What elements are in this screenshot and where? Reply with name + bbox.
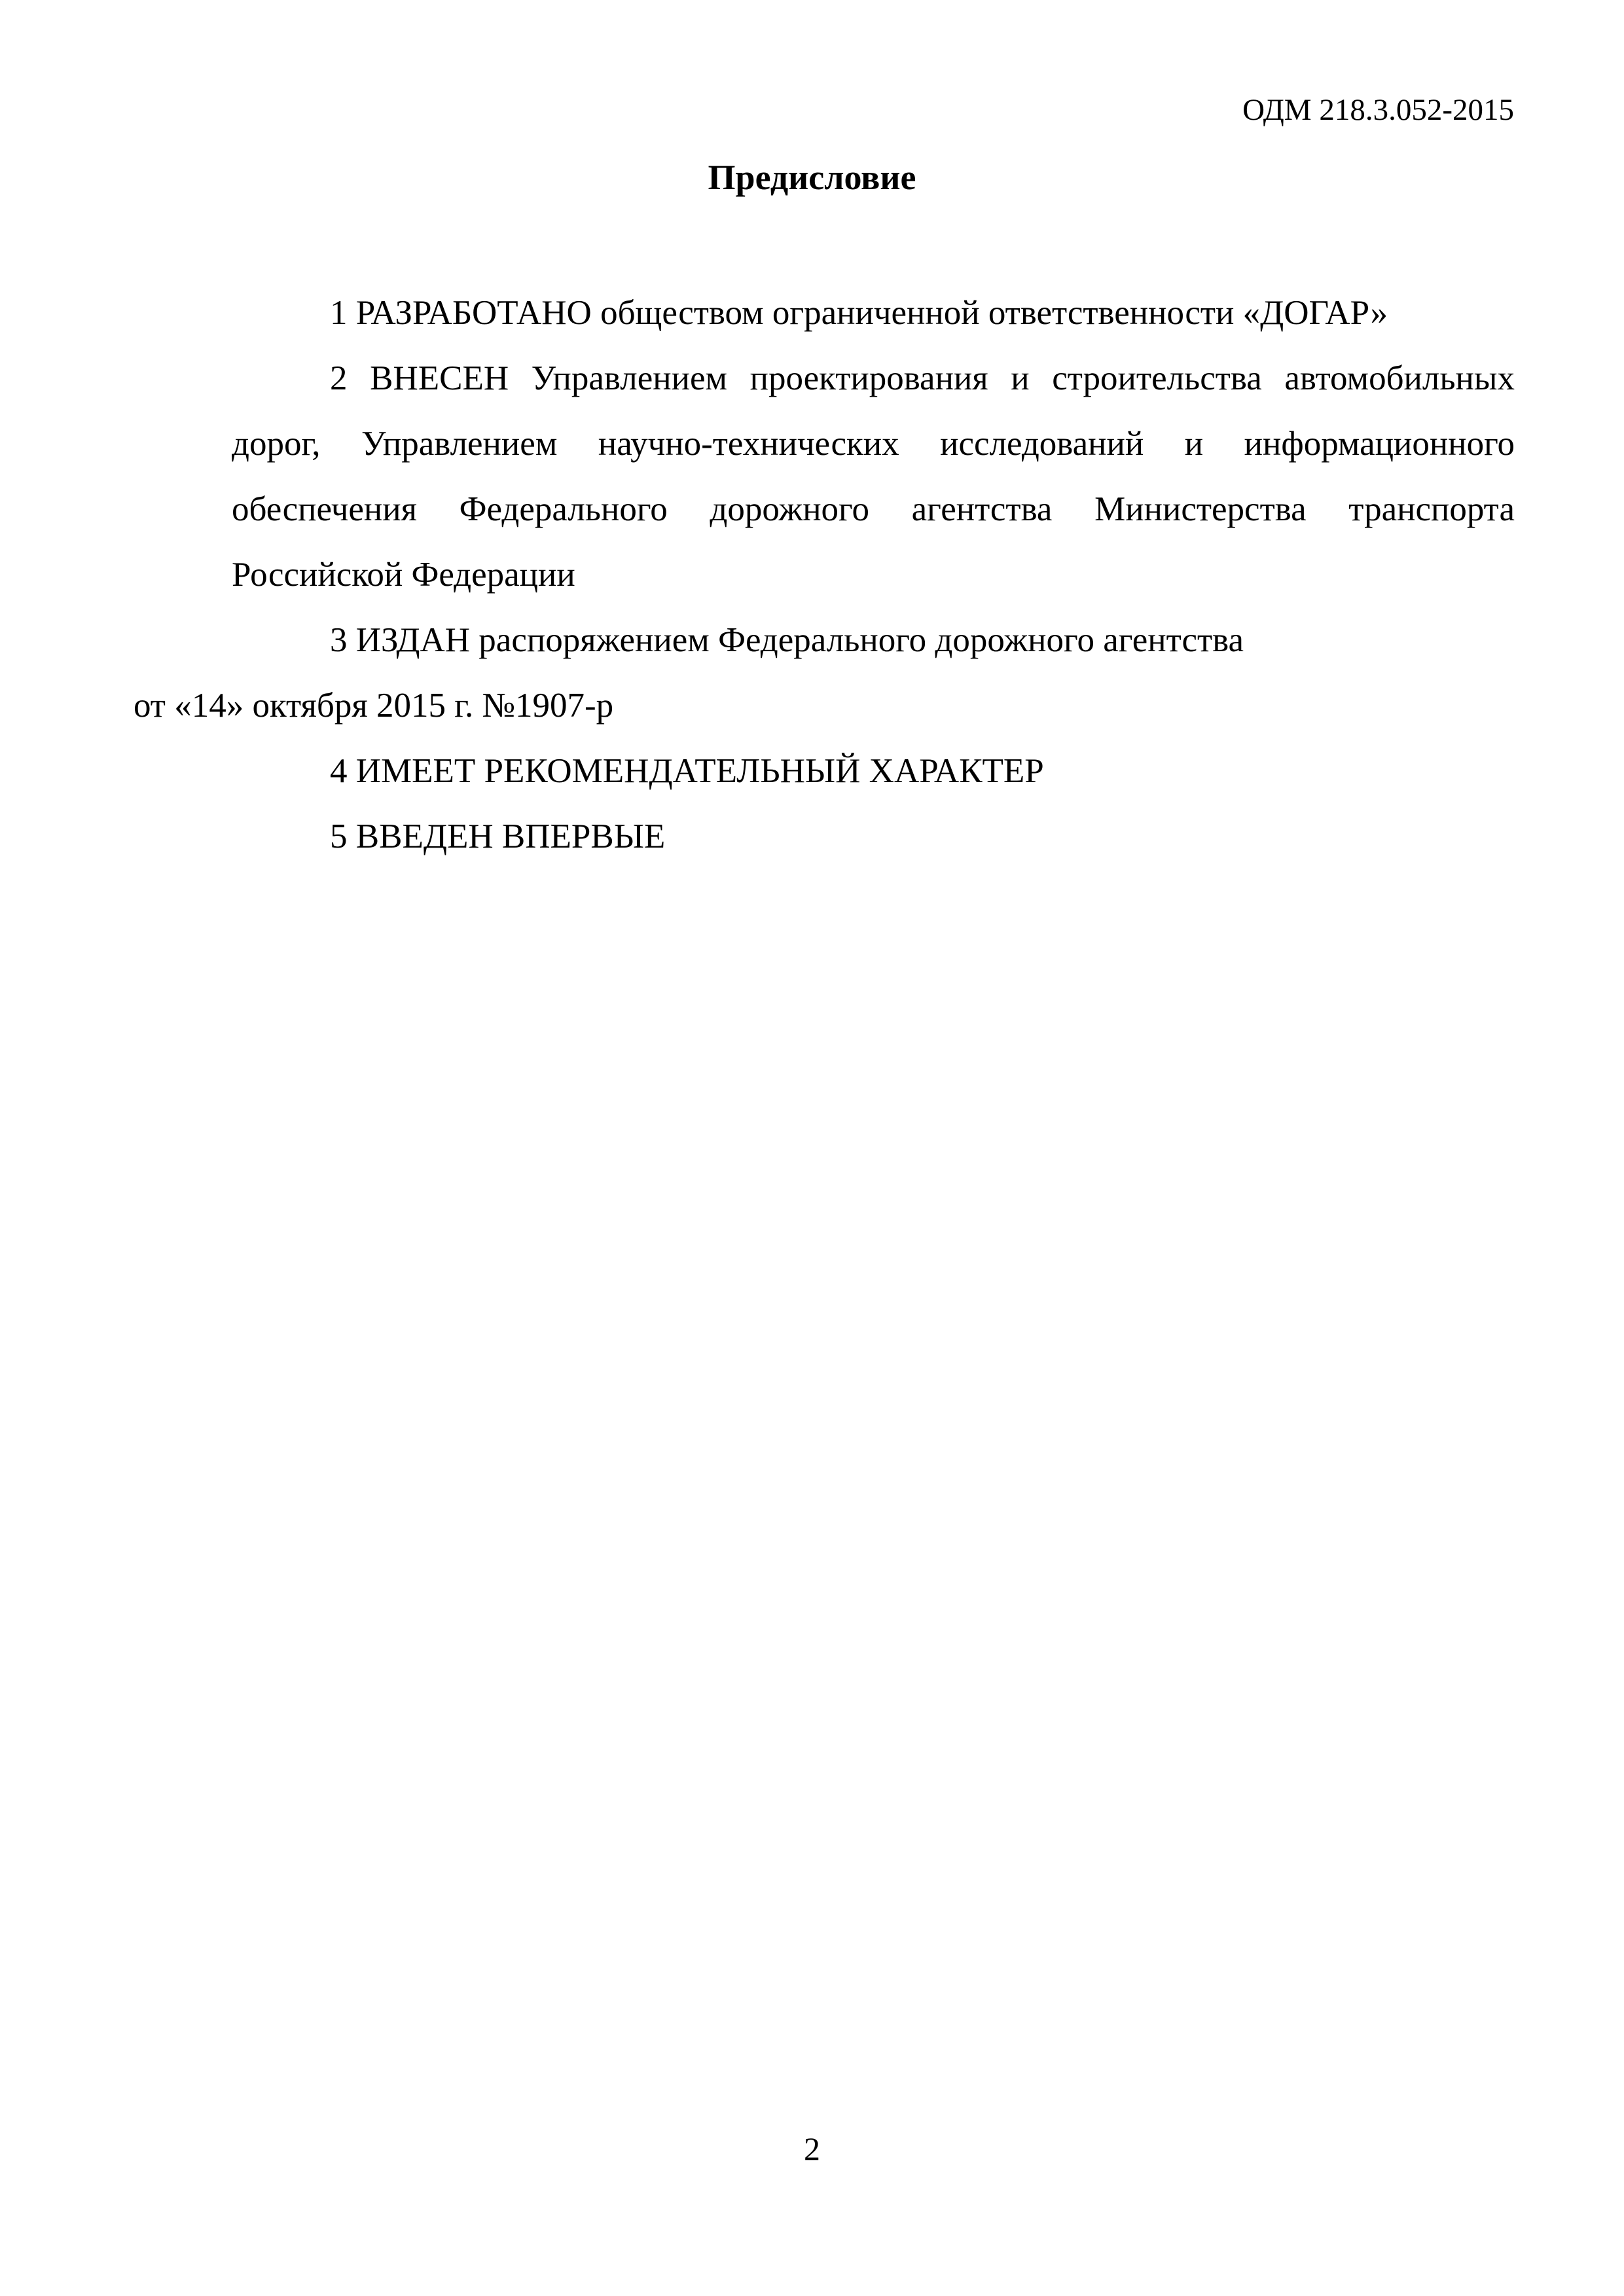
paragraph-developed-by: 1 РАЗРАБОТАНО обществом ограниченной ответственности «ДОГАР» [330,294,1388,332]
document-code: ОДМ 218.3.052-2015 [1242,93,1514,127]
paragraph-first-introduced: 5 ВВЕДЕН ВПЕРВЫЕ [330,817,666,855]
paragraph-issued-by [134,607,1515,738]
issued-date-line: от «14» октября 2015 г. №1907-р [134,687,614,725]
page-number: 2 [804,2130,820,2167]
paragraph-recommendatory: 4 ИМЕЕТ РЕКОМЕНДАТЕЛЬНЫЙ ХАРАКТЕР [330,752,1044,790]
paragraph-submitted-by: 2 ВНЕСЕН Управлением проектирования и строительства автомобильных дорог, Управлением научно-технических исследований и информационного обеспечения Федерального дорожного агентства Министерства транспорта Российской Федерации [232,359,1515,594]
page-title: Предисловие [708,158,916,197]
issued-by-line: 3 ИЗДАН распоряжением Федерального дорожного агентства [330,621,1244,659]
foreword-body [134,280,1515,869]
